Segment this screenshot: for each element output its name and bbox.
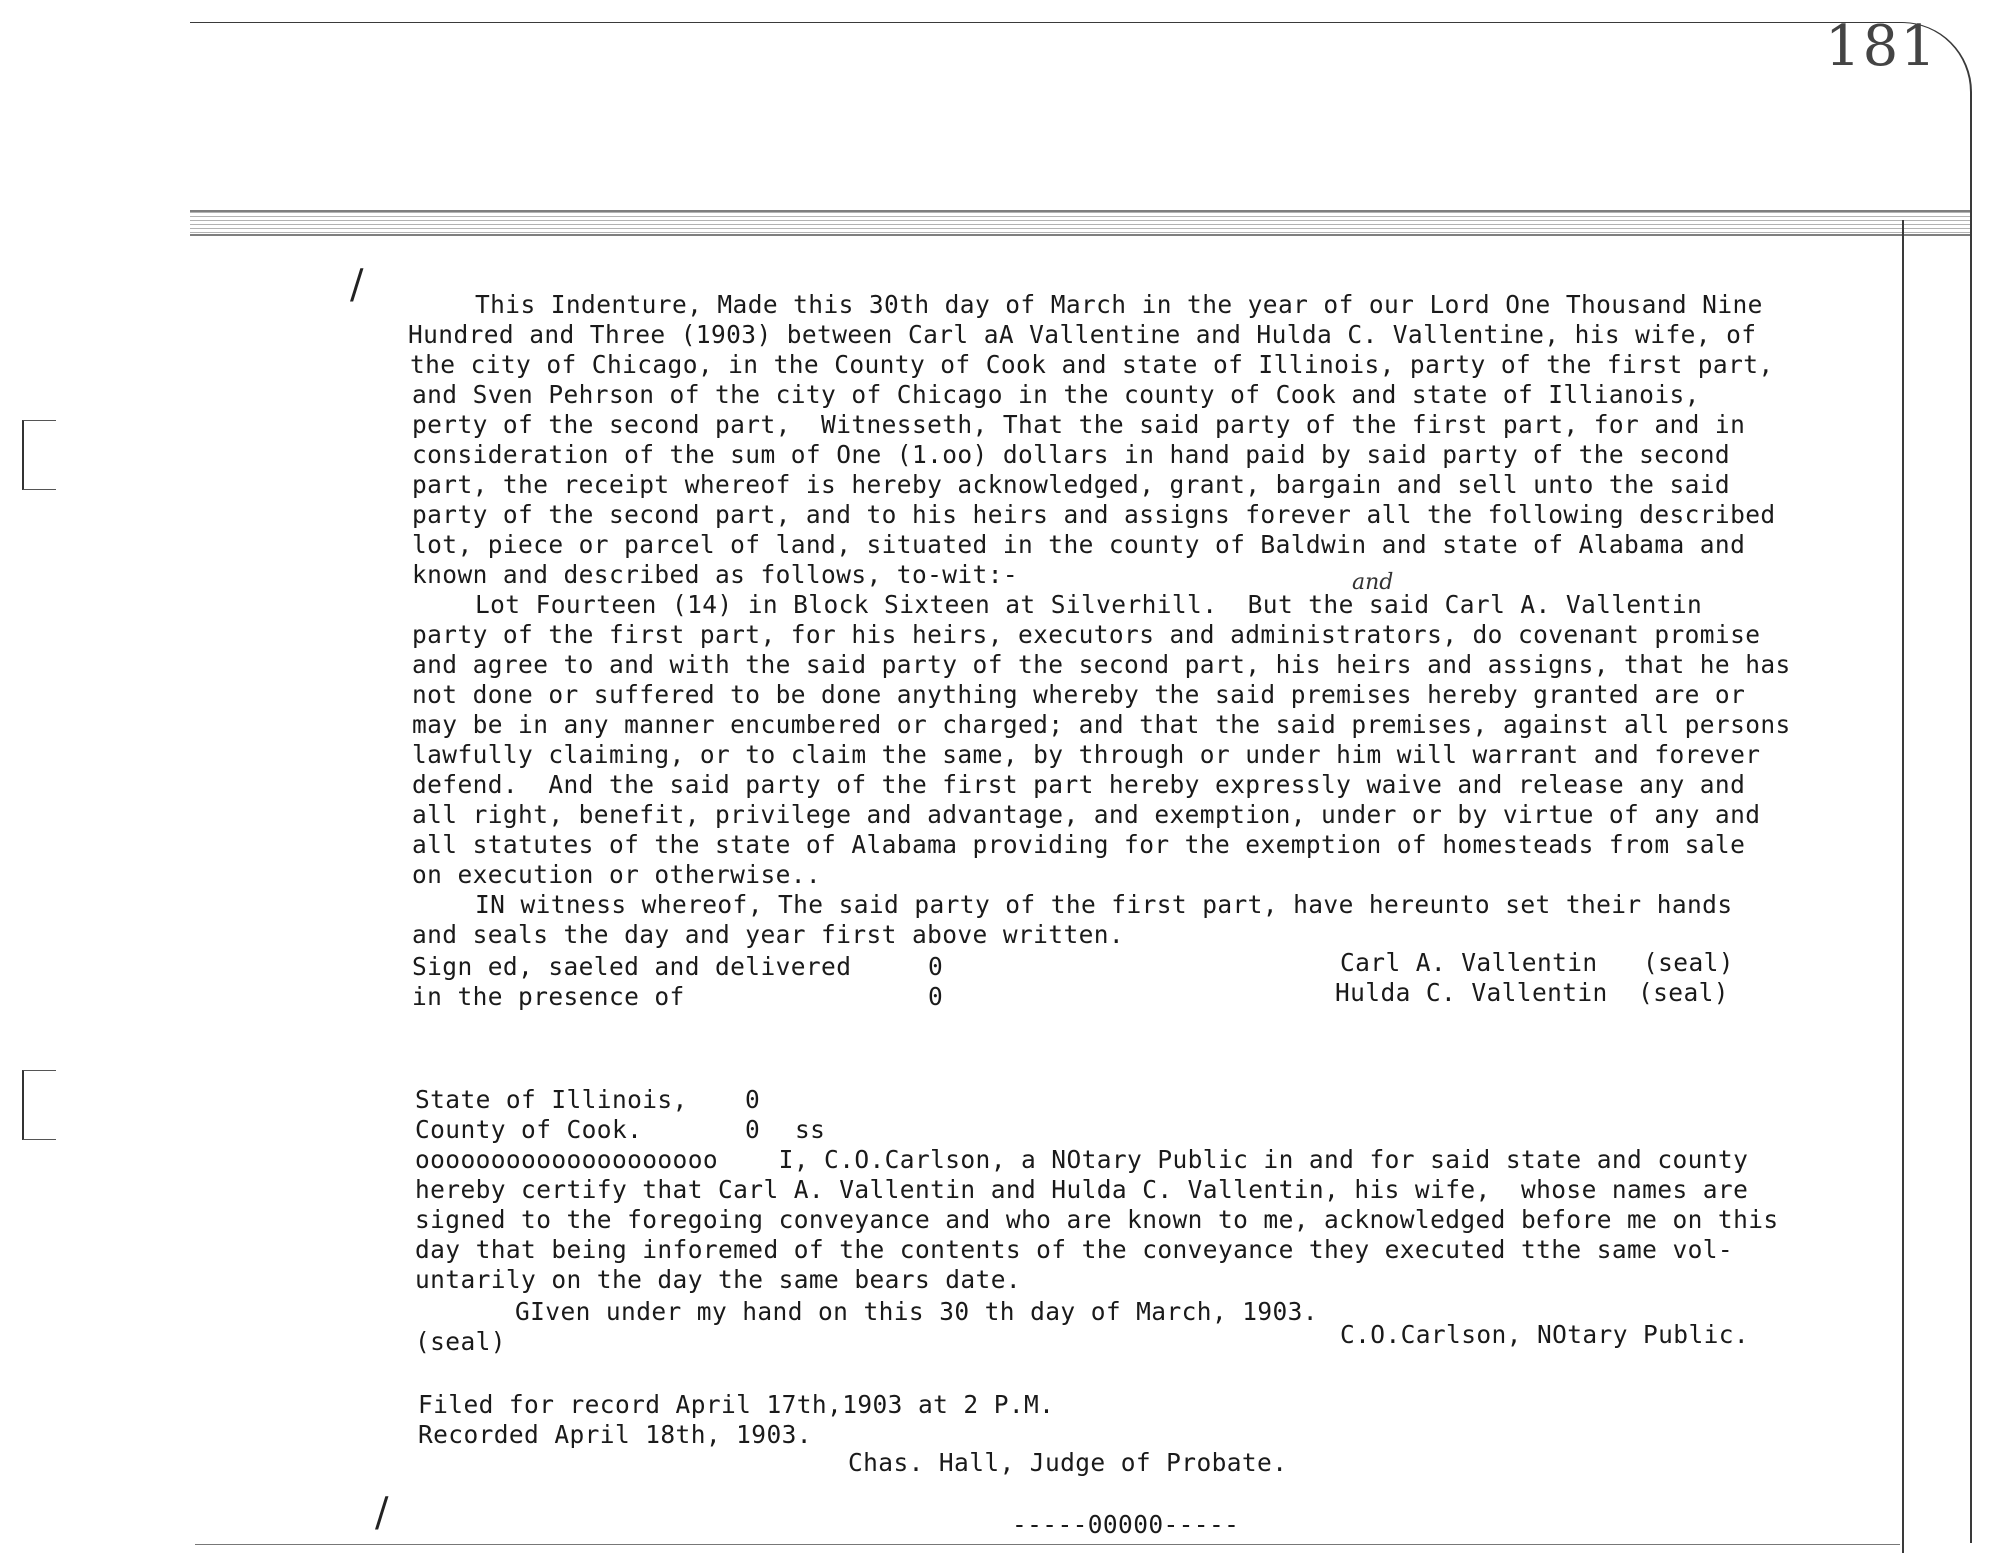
venue-state: State of Illinois, [415,1085,688,1114]
bracket-mark: 0 [928,952,944,981]
signature-hulda: Hulda C. Vallentin (seal) [1335,978,1729,1007]
signature-carl: Carl A. Vallentin (seal) [1340,948,1734,977]
deed-line: This Indenture, Made this 30th day of March in the year of our Lord One Thousand Nine [475,290,1763,319]
deed-line: lawfully claiming, or to claim the same, by through or under him will warrant and forever [412,740,1761,769]
deed-line: and agree to and with the said party of the second part, his heirs and assigns, that he has [412,650,1791,679]
deed-line: party of the first part, for his heirs, executors and administrators, do covenant promise [412,620,1761,649]
deed-line: part, the receipt whereof is hereby acknowledged, grant, bargain and sell unto the said [412,470,1731,499]
ack-line: oooooooooooooooooooo I, C.O.Carlson, a NOtary Public in and for said state and county [415,1145,1749,1174]
notary-seal: (seal) [415,1327,506,1356]
deed-line: perty of the second part, Witnesseth, That the said party of the first part, for and in [412,410,1746,439]
ss-mark: ss [795,1115,826,1144]
bracket-mark: 0 [928,982,944,1011]
deed-line: IN witness whereof, The said party of the first part, have hereunto set their hands [475,890,1733,919]
binder-bracket-bottom [22,1070,56,1140]
ack-line: signed to the foregoing conveyance and who are known to me, acknowledged before me on this [415,1205,1779,1234]
deed-line: Hundred and Three (1903) between Carl aA Vallentine and Hulda C. Vallentine, his wife, of [408,320,1757,349]
ack-line: untarily on the day the same bears date. [415,1265,1022,1294]
signed-sealed-delivered: Sign ed, saeled and delivered [412,952,852,981]
notary-signature: C.O.Carlson, NOtary Public. [1340,1320,1750,1349]
binder-bracket-top [22,420,56,490]
deed-line: all right, benefit, privilege and advantage, and exemption, under or by virtue of any and [412,800,1761,829]
bottom-rule [195,1544,1900,1545]
judge-of-probate: Chas. Hall, Judge of Probate. [848,1448,1288,1477]
ack-line: day that being inforemed of the contents of the conveyance they executed tthe same vol- [415,1235,1734,1264]
interlineation: and [1352,570,1394,595]
deed-line: party of the second part, and to his heirs and assigns forever all the following described [412,500,1776,529]
margin-rule [1902,220,1904,1553]
header-rule [190,210,1970,236]
check-mark-top: / [350,262,364,308]
venue-county: County of Cook. [415,1115,643,1144]
ack-line: hereby certify that Carl A. Vallentin and Hulda C. Vallentin, his wife, whose names are [415,1175,1749,1204]
bracket-mark: 0 [745,1115,761,1144]
deed-line: the city of Chicago, in the County of Cook and state of Illinois, party of the first part, [410,350,1774,379]
check-mark-bottom: / [375,1490,389,1536]
deed-line: may be in any manner encumbered or charged; and that the said premises, against all persons [412,710,1791,739]
deed-line: consideration of the sum of One (1.oo) dollars in hand paid by said party of the second [412,440,1731,469]
deed-line: and Sven Pehrson of the city of Chicago in the county of Cook and state of Illianois, [412,380,1700,409]
page-number: 181 [1825,14,1938,79]
recorded-date: Recorded April 18th, 1903. [418,1420,812,1449]
deed-line: not done or suffered to be done anything whereby the said premises hereby granted are or [412,680,1746,709]
deed-line: known and described as follows, to-wit:- [412,560,1019,589]
filed-for-record: Filed for record April 17th,1903 at 2 P.M. [418,1390,1055,1419]
deed-line: and seals the day and year first above written. [412,920,1125,949]
bracket-mark: 0 [745,1085,761,1114]
deed-line: all statutes of the state of Alabama providing for the exemption of homesteads from sale [412,830,1746,859]
deed-line: defend. And the said party of the first part hereby expressly waive and release any and [412,770,1746,799]
in-presence-of: in the presence of [412,982,685,1011]
given-under-hand: GIven under my hand on this 30 th day of March, 1903. [515,1297,1318,1326]
deed-line: on execution or otherwise.. [412,860,822,889]
deed-line: lot, piece or parcel of land, situated in the county of Baldwin and state of Alabama and [412,530,1746,559]
end-mark: -----00000----- [1012,1510,1240,1539]
deed-line: Lot Fourteen (14) in Block Sixteen at Silverhill. But the said Carl A. Vallentin [475,590,1703,619]
